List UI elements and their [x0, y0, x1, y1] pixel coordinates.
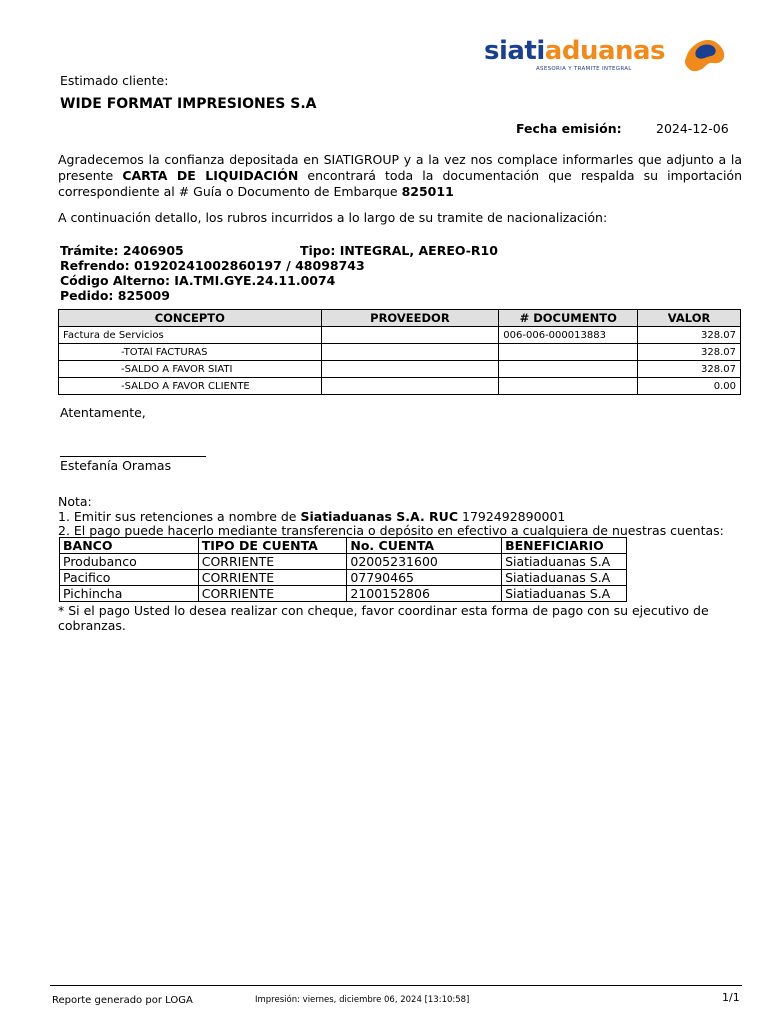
- intro-detail: A continuación detallo, los rubros incurridos a lo largo de su tramite de nacionalización:: [58, 210, 608, 225]
- header-valor: VALOR: [638, 310, 741, 327]
- pedido: Pedido: 825009: [60, 288, 170, 303]
- nota-2: 2. El pago puede hacerlo mediante transferencia o depósito en efectivo a cualquiera de nuestras cuentas:: [58, 523, 724, 538]
- greeting: Estimado cliente:: [60, 73, 169, 88]
- bank-accounts-table: [59, 537, 627, 602]
- document-number: 825011: [401, 184, 454, 199]
- banco-cell: Pacifico: [60, 570, 199, 586]
- banco-cell: Pichincha: [60, 586, 199, 602]
- valor-cell: 328.07: [638, 327, 741, 344]
- proveedor-cell: [321, 361, 499, 378]
- proveedor-cell: [321, 344, 499, 361]
- table-header-row: [59, 310, 741, 327]
- carta-liquidacion-label: CARTA DE LIQUIDACIÓN: [122, 168, 299, 183]
- intro-paragraph: Agradecemos la confianza depositada en SIATIGROUP y a la vez nos complace informarles que adjunto a la presente CARTA DE LIQUIDACIÓN encontrará toda la documentación que respalda su importación correspondiente al # Guía o Documento de Embarque 825011: [58, 152, 742, 199]
- valor-cell: 0.00: [638, 378, 741, 395]
- header-beneficiario: BENEFICIARIO: [502, 538, 627, 554]
- header-no-cuenta: No. CUENTA: [347, 538, 502, 554]
- documento-cell: [499, 344, 638, 361]
- fecha-value: 2024-12-06: [656, 121, 729, 136]
- cuenta-cell: 02005231600: [347, 554, 502, 570]
- documento-cell: [499, 378, 638, 395]
- cuenta-cell: 2100152806: [347, 586, 502, 602]
- concepto-cell: -TOTAl FACTURAS: [59, 344, 322, 361]
- refrendo: Refrendo: 01920241002860197 / 48098743: [60, 258, 365, 273]
- nota-1: 1. Emitir sus retenciones a nombre de Siatiaduanas S.A. RUC 1792492890001: [58, 509, 566, 524]
- nota-footer: * Si el pago Usted lo desea realizar con cheque, favor coordinar esta forma de pago con su ejecutivo de cobranzas.: [58, 603, 709, 633]
- nota-title: Nota:: [58, 494, 92, 509]
- concepto-cell: -SALDO A FAVOR CLIENTE: [59, 378, 322, 395]
- header-proveedor: PROVEEDOR: [321, 310, 499, 327]
- fecha-label: Fecha emisión:: [516, 121, 622, 136]
- ecuador-map-icon: [680, 36, 728, 76]
- codigo-alterno: Código Alterno: IA.TMI.GYE.24.11.0074: [60, 273, 336, 288]
- tipo-cell: CORRIENTE: [198, 554, 347, 570]
- header-tipo-cuenta: TIPO DE CUENTA: [198, 538, 347, 554]
- company-logo: [484, 36, 734, 78]
- beneficiario-cell: Siatiaduanas S.A: [502, 570, 627, 586]
- footer-reporte: Reporte generado por LOGA: [52, 995, 193, 1006]
- tramite: Trámite: 2406905: [60, 243, 184, 258]
- footer-impresion: Impresión: viernes, diciembre 06, 2024 [13:10:58]: [255, 995, 470, 1005]
- table-row: [59, 327, 741, 344]
- signer-name: Estefanía Oramas: [60, 458, 172, 473]
- liquidation-table: [58, 309, 741, 395]
- signature-line: [60, 456, 206, 457]
- table-row: [59, 344, 741, 361]
- beneficiario-cell: Siatiaduanas S.A: [502, 586, 627, 602]
- header-documento: # DOCUMENTO: [499, 310, 638, 327]
- table-row: [59, 361, 741, 378]
- table-row: [59, 378, 741, 395]
- logo-wordmark: siatiaduanas: [484, 36, 666, 66]
- proveedor-cell: [321, 327, 499, 344]
- concepto-cell: -SALDO A FAVOR SIATI: [59, 361, 322, 378]
- page-number: 1/1: [722, 991, 740, 1004]
- table-row: [60, 554, 627, 570]
- tipo-cell: CORRIENTE: [198, 570, 347, 586]
- header-banco: BANCO: [60, 538, 199, 554]
- tipo: Tipo: INTEGRAL, AEREO-R10: [300, 243, 498, 258]
- valor-cell: 328.07: [638, 344, 741, 361]
- proveedor-cell: [321, 378, 499, 395]
- beneficiario-cell: Siatiaduanas S.A: [502, 554, 627, 570]
- footer-divider: [50, 985, 742, 986]
- documento-cell: [499, 361, 638, 378]
- table-row: [60, 586, 627, 602]
- table-row: [60, 570, 627, 586]
- tipo-cell: CORRIENTE: [198, 586, 347, 602]
- valor-cell: 328.07: [638, 361, 741, 378]
- closing: Atentamente,: [60, 405, 146, 420]
- banco-cell: Produbanco: [60, 554, 199, 570]
- cuenta-cell: 07790465: [347, 570, 502, 586]
- client-name: WIDE FORMAT IMPRESIONES S.A: [60, 96, 317, 112]
- header-concepto: CONCEPTO: [59, 310, 322, 327]
- table-header-row: [60, 538, 627, 554]
- documento-cell: 006-006-000013883: [499, 327, 638, 344]
- concepto-cell: Factura de Servicios: [59, 327, 322, 344]
- logo-tagline: ASESORIA Y TRAMITE INTEGRAL: [536, 66, 632, 72]
